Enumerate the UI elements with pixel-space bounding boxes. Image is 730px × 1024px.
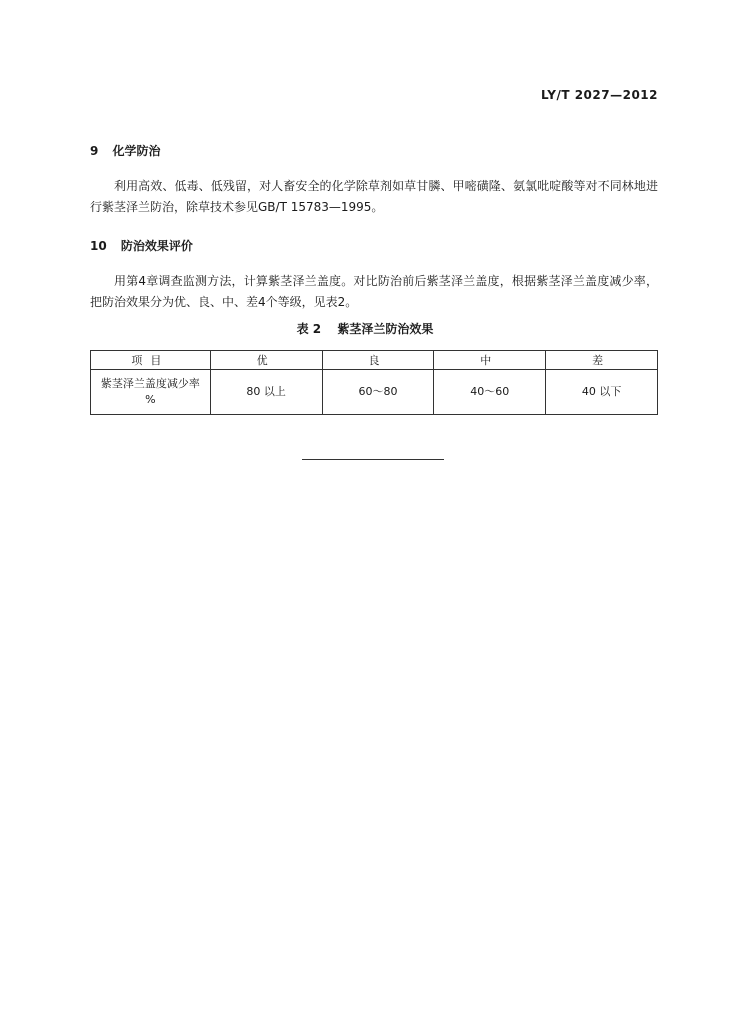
header-item: 项目 [91, 351, 211, 370]
header-excellent: 优 [210, 351, 322, 370]
section-10-paragraph: 用第4章调查监测方法，计算紫茎泽兰盖度。对比防治前后紫茎泽兰盖度，根据紫茎泽兰盖度减少率，把防治效果分为优、良、中、差4个等级，见表2。 [90, 274, 658, 309]
table-header-row [91, 351, 658, 370]
section-9-heading [90, 142, 161, 159]
header-good: 良 [322, 351, 434, 370]
section-10-number: 10 [90, 239, 107, 253]
section-9-paragraph: 利用高效、低毒、低残留，对人畜安全的化学除草剂如草甘膦、甲嘧磺隆、氨氯吡啶酸等对不同林地进行紫茎泽兰防治，除草技术参见GB/T 15783—1995。 [90, 179, 658, 214]
value-medium: 40～60 [434, 370, 546, 415]
row-label-line1: 紫茎泽兰盖度减少率 [100, 377, 200, 390]
section-10-heading [90, 237, 193, 254]
header-medium: 中 [434, 351, 546, 370]
table-caption [0, 320, 730, 337]
section-9-number: 9 [90, 144, 99, 158]
table-caption-title: 紫茎泽兰防治效果 [337, 322, 434, 336]
table-row [91, 370, 658, 415]
header-poor: 差 [546, 351, 658, 370]
section-10-title: 防治效果评价 [120, 239, 193, 253]
row-label [91, 370, 211, 415]
end-rule [302, 459, 444, 460]
standard-code: LY/T 2027—2012 [540, 88, 658, 102]
section-9-title: 化学防治 [112, 144, 161, 158]
value-good: 60～80 [322, 370, 434, 415]
table-caption-number: 表 2 [296, 322, 322, 336]
row-label-line2: % [145, 393, 156, 406]
value-poor: 40 以下 [546, 370, 658, 415]
value-excellent: 80 以上 [210, 370, 322, 415]
effect-table [90, 350, 658, 415]
